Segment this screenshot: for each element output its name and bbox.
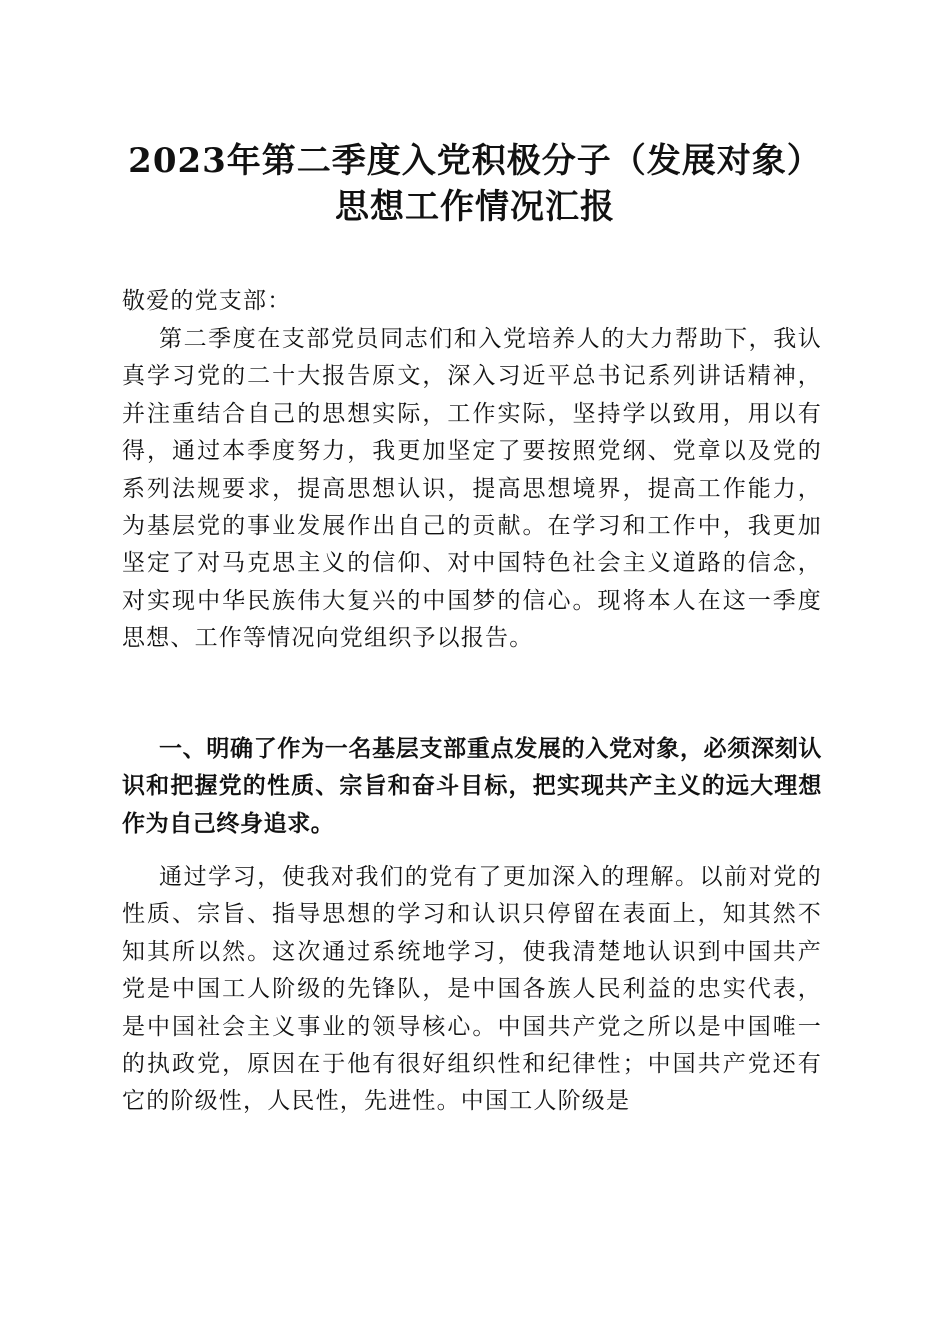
document-title-line-1: 2023年第二季度入党积极分子（发展对象） — [128, 141, 822, 181]
document-title-line-2: 思想工作情况汇报 — [335, 187, 615, 227]
section-heading-1: 一、明确了作为一名基层支部重点发展的入党对象，必须深刻认识和把握党的性质、宗旨和奋斗目标，把实现共产主义的远大理想作为自己终身追求。 — [122, 736, 822, 837]
paragraph-section-1: 通过学习，使我对我们的党有了更加深入的理解。以前对党的性质、宗旨、指导思想的学习和认识只停留在表面上，知其然不知其所以然。这次通过系统地学习，使我清楚地认识到中国共产党是中国工人阶级的先锋队，是中国各族人民利益的忠实代表，是中国社会主义事业的领导核心。中国共产党之所以是中国唯一的执政党，原因在于他有很好组织性和纪律性；中国共产党还有它的阶级性，人民性，先进性。中国工人阶级是 — [122, 864, 822, 1115]
salutation: 敬爱的党支部： — [122, 288, 292, 314]
paragraph-intro: 第二季度在支部党员同志们和入党培养人的大力帮助下，我认真学习党的二十大报告原文，深入习近平总书记系列讲话精神，并注重结合自己的思想实际，工作实际，坚持学以致用，用以有得，通过本季度努力，我更加坚定了要按照党纲、党章以及党的系列法规要求，提高思想认识，提高思想境界，提高工作能力，为基层党的事业发展作出自己的贡献。在学习和工作中，我更加坚定了对马克思主义的信仰、对中国特色社会主义道路的信念，对实现中华民族伟大复兴的中国梦的信心。现将本人在这一季度思想、工作等情况向党组织予以报告。 — [122, 326, 822, 652]
